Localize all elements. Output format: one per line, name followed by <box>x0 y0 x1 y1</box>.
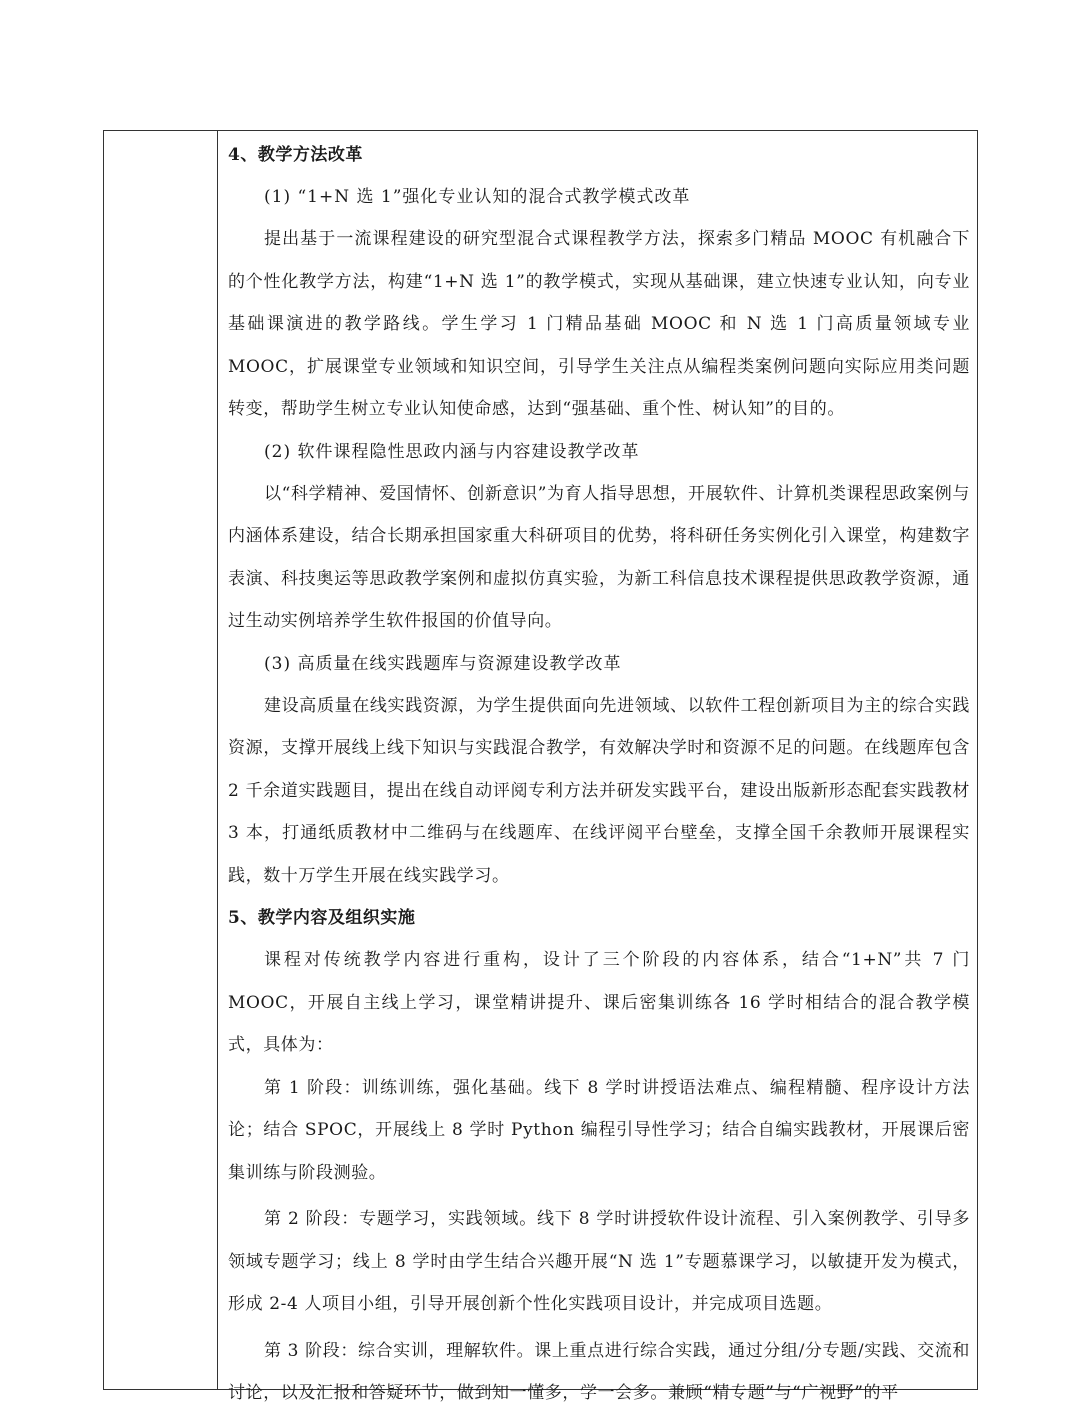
section-5-stage-3: 第 3 阶段：综合实训，理解软件。课上重点进行综合实践，通过分组/分专题/实践、交流和讨论，以及汇报和答疑环节，做到知一懂多，学一会多。兼顾“精专题”与“广视野”的平 <box>228 1340 970 1403</box>
section-5-intro: 课程对传统教学内容进行重构，设计了三个阶段的内容体系，结合“1+N”共 7 门 MOOC，开展自主线上学习，课堂精讲提升、课后密集训练各 16 学时相结合的混合教学模式，具体为： <box>228 950 970 1055</box>
section-4-item-1-body: 提出基于一流课程建设的研究型混合式课程教学方法，探索多门精品 MOOC 有机融合下的个性化教学方法，构建“1+N 选 1”的教学模式，实现从基础课，建立快速专业认知，向专业基础课演进的教学路线。学生学习 1 门精品基础 MOOC 和 N 选 1 门高质量领域专业 MOOC，扩展课堂专业领域和知识空间，引导学生关注点从编程类案例问题向实际应用类问题转变，帮助学生树立专业认知使命感，达到“强基础、重个性、树认知”的目的。 <box>228 229 970 419</box>
section-4-item-1-title: (1) “1+N 选 1”强化专业认知的混合式教学模式改革 <box>264 187 691 207</box>
section-5-stage-2: 第 2 阶段：专题学习，实践领域。线下 8 学时讲授软件设计流程、引入案例教学、引导多领域专题学习；线上 8 学时由学生结合兴趣开展“N 选 1”专题慕课学习，以敏捷开发为模式，形成 2-4 人项目小组，引导开展创新个性化实践项目设计，并完成项目选题。 <box>228 1209 970 1314</box>
section-4-item-3-title: (3) 高质量在线实践题库与资源建设教学改革 <box>264 653 622 674</box>
section-4-item-2-body: 以“科学精神、爱国情怀、创新意识”为育人指导思想，开展软件、计算机类课程思政案例与内涵体系建设，结合长期承担国家重大科研项目的优势，将科研任务实例化引入课堂，构建数字表演、科技奥运等思政教学案例和虚拟仿真实验，为新工科信息技术课程提供思政教学资源，通过生动实例培养学生软件报国的价值导向。 <box>228 483 970 631</box>
document-table <box>103 130 978 1403</box>
section-5-heading: 5、教学内容及组织实施 <box>228 908 416 928</box>
section-4-heading: 4、教学方法改革 <box>228 145 363 165</box>
section-5-stage-1: 第 1 阶段：训练训练，强化基础。线下 8 学时讲授语法难点、编程精髓、程序设计方法论；结合 SPOC，开展线上 8 学时 Python 编程引导性学习；结合自编实践教材，开展课后密集训练与阶段测验。 <box>228 1077 970 1183</box>
table-content-cell <box>228 131 970 1415</box>
section-4-item-2-title: (2) 软件课程隐性思政内涵与内容建设教学改革 <box>264 441 640 462</box>
section-4-item-3-body: 建设高质量在线实践资源，为学生提供面向先进领域、以软件工程创新项目为主的综合实践资源，支撑开展线上线下知识与实践混合教学，有效解决学时和资源不足的问题。在线题库包含 2 千余道实践题目，提出在线自动评阅专利方法并研发实践平台，建设出版新形态配套实践教材 3 本，打通纸质教材中二维码与在线题库、在线评阅平台壁垒，支撑全国千余教师开展课程实践，数十万学生开展在线实践学习。 <box>228 695 970 886</box>
table-left-cell <box>104 131 218 1389</box>
